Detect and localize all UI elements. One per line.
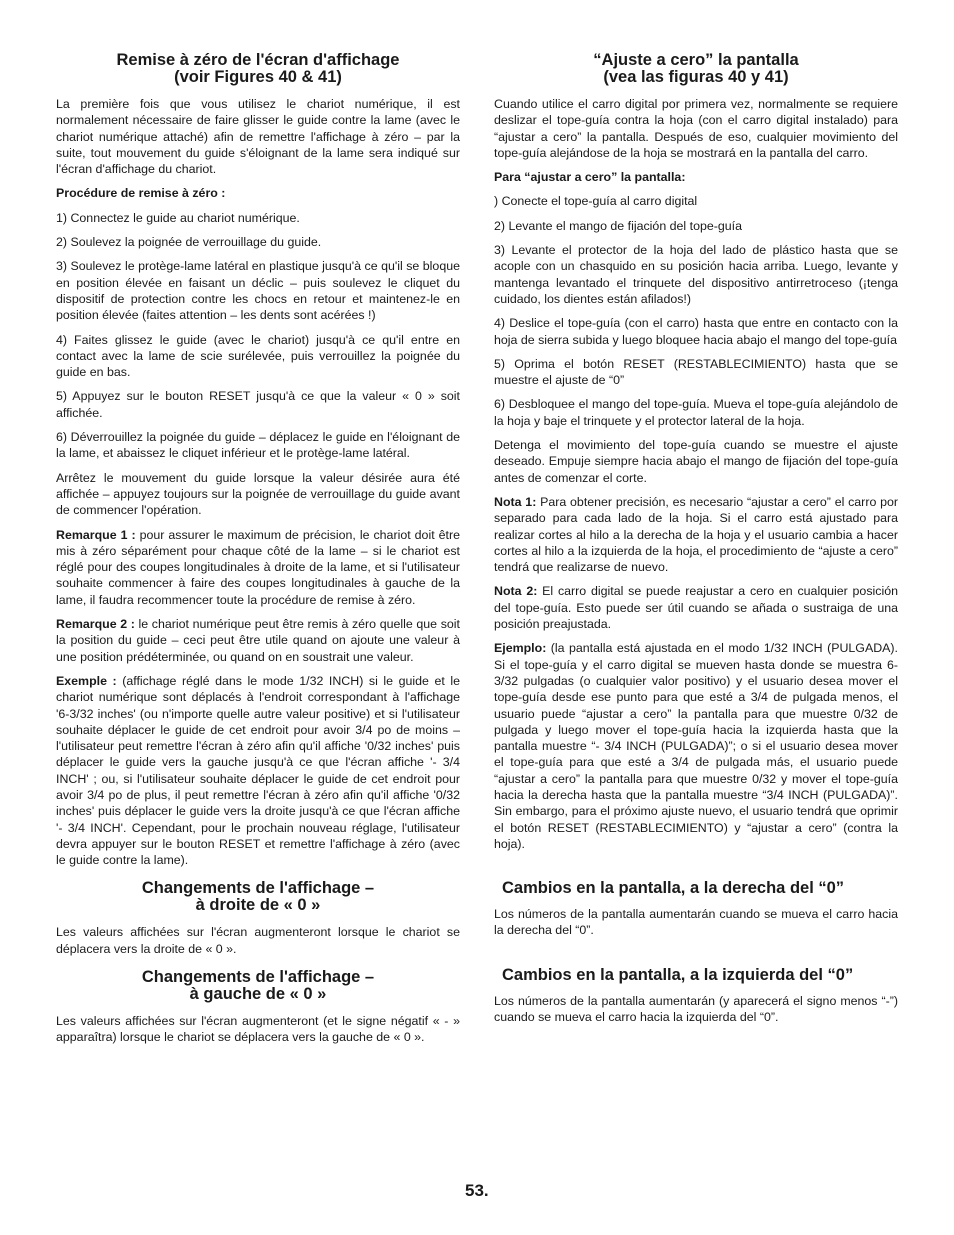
fr-intro-paragraph: La première fois que vous utilisez le chariot numérique, il est normalement nécessaire de faire glisser le guide contre la lame (avec le chariot numérique attaché) afin de remettre l'affichage à zéro – par la suite, tout mouvement du guide s'éloignant de la lame sera indiqué sur l'écran d'affichage du chariot. bbox=[56, 97, 460, 177]
es-note-1-label: Nota 1: bbox=[494, 494, 537, 509]
fr-remark-1-text: pour assurer le maximum de précision, le chariot doit être mis à zéro séparément pour chaque côté de la lame – si le chariot est réglé pour des coupes longitudinales à droite de la lame, et si l'utilisateur souhaite commencer à faire des coupes longitudinales à gauche de la lame, il faudra recommencer toute la procédure de remise à zéro. bbox=[56, 527, 460, 607]
es-note-2-text: El carro digital se puede reajustar a cero en cualquier posición del tope-guía. Esto puede ser útil cuando se añada o sustraiga de una posición preajustada. bbox=[494, 584, 898, 632]
es-left-changes-heading: Cambios en la pantalla, a la izquierda del “0” bbox=[502, 965, 854, 984]
es-step-5: 5) Oprima el botón RESET (RESTABLECIMIENTO) hasta que se muestre el ajuste de “0” bbox=[494, 356, 898, 388]
es-reset-heading bbox=[494, 52, 898, 86]
fr-remark-2-label: Remarque 2 : bbox=[56, 617, 135, 632]
fr-remark-2-text: le chariot numérique peut être remis à zéro quelle que soit la position du guide – ceci peut être utile quand on ajoute une valeur à une position prédéterminée, ou quand on en soustrait une valeur. bbox=[56, 617, 460, 664]
es-right-changes-text: Los números de la pantalla aumentarán cuando se mueva el carro hacia la derecha del “0”. bbox=[494, 907, 898, 938]
es-example-label: Ejemplo: bbox=[494, 641, 547, 656]
es-stop-paragraph: Detenga el movimiento del tope-guía cuando se muestre el ajuste deseado. Empuje siempre hacia abajo el mango de fijación del tope-guía antes de comenzar el corte. bbox=[494, 438, 898, 485]
fr-remark-1 bbox=[56, 527, 460, 608]
page-number: 53. bbox=[465, 1181, 489, 1200]
fr-example-text: (affichage réglé dans le mode 1/32 INCH) si le guide et le chariot numérique sont déplacés à l'endroit correspondant à l'affichage '6-3/32 inches' (ou n'importe quelle autre valeur positive) et si l'utilisateur souhaite déplacer le guide de cet endroit pour avoir 3/4 po de moins – l'utilisateur peut remettre l'écran à zéro afin qu'il affiche '0/32 inches' puis déplacer le guide vers la gauche jusqu'à ce que l'écran affiche '- 3/4 INCH' ; ou, si l'utilisateur souhaite déplacer le guide de cet endroit pour avoir 3/4 po de plus, il peut remettre l'écran à zéro afin qu'il affiche '0/32 inches' puis déplacer le guide vers la droite jusqu'à ce que l'écran affiche '- 3/4 INCH'. Cependant, pour le prochain nouveau réglage, l'utilisateur devra appuyer sur le bouton RESET et remettre l'affichage à zéro (avec le guide contre la lame). bbox=[56, 673, 460, 868]
fr-left-heading-line2: à gauche de « 0 » bbox=[189, 985, 327, 1004]
fr-step-1: 1) Connectez le guide au chariot numérique. bbox=[56, 210, 300, 225]
es-step-6: 6) Desbloquee el mango del tope-guía. Mueva el tope-guía alejándolo de la hoja y baje el trinquete y el protector lateral de la hoja. bbox=[494, 397, 898, 428]
fr-step-6: 6) Déverrouillez la poignée du guide – déplacez le guide en l'éloignant de la lame, et abaissez le cliquet inférieur et le protège-lame latéral. bbox=[56, 430, 460, 461]
fr-step-5: 5) Appuyez sur le bouton RESET jusqu'à ce que la valeur « 0 » soit affichée. bbox=[56, 389, 460, 420]
fr-left-changes-heading bbox=[56, 969, 460, 1003]
french-column bbox=[56, 52, 460, 1054]
fr-reset-heading bbox=[56, 52, 460, 86]
es-note-2 bbox=[494, 583, 898, 632]
es-note-1-text: Para obtener precisión, es necesario “ajustar a cero” el carro por separado para cada lado de la hoja. Si el carro está ajustado para realizar cortes al hilo a la derecha de la hoja y el usuario cambia a hacer cortes al hilo a la izquierda de la hoja, el procedimiento de “ajuste a cero” tendrá que realizarse de nuevo. bbox=[494, 494, 899, 575]
fr-right-changes-heading bbox=[56, 880, 460, 914]
es-example-text: (la pantalla está ajustada en el modo 1/32 INCH (PULGADA). Si el tope-guía y el carro digital se mueven hasta donde se muestra 6-3/32 pulgadas (o cualquier valor positivo) y el usuario desea mover el tope-guía desde ese punto para que esté a 3/4 de pulgada menos, el usuario puede “ajustar a cero” la pantalla para que muestre 0/32 de pulgada y luego mover el tope-guía hacia la izquierda hasta que la pantalla muestre “- 3/4 INCH (PULGADA)”; o si el usuario desea mover el tope-guía para que esté a 3/4 de pulgada más, el usuario puede “ajustar a cero” la pantalla para que muestre 0/32 y mover el tope-guía hacia la derecha hasta que la pantalla muestre “3/4 INCH (PULGADA)”. Sin embargo, para el próximo ajuste nuevo, el usuario tendrá que oprimir el botón RESET (RESTABLECIMIENTO) y “ajustar a cero” (contra la hoja). bbox=[494, 641, 898, 851]
spanish-column bbox=[494, 52, 898, 1033]
es-step-2: 2) Levante el mango de fijación del tope-guía bbox=[494, 218, 742, 233]
fr-left-changes-text: Les valeurs affichées sur l'écran augmenteront (et le signe négatif « - » apparaîtra) lorsque le chariot se déplacera vers la gauche de « 0 ». bbox=[56, 1014, 460, 1045]
es-right-changes-heading: Cambios en la pantalla, a la derecha del “0” bbox=[502, 879, 845, 898]
fr-procedure-label: Procédure de remise à zéro : bbox=[56, 186, 226, 201]
fr-example bbox=[56, 673, 460, 869]
fr-remark-2 bbox=[56, 616, 460, 665]
es-left-changes-text: Los números de la pantalla aumentarán (y aparecerá el signo menos “-”) cuando se mueva el carro hacia la izquierda del “0”. bbox=[494, 993, 898, 1025]
fr-right-heading-line2: à droite de « 0 » bbox=[195, 896, 321, 915]
fr-reset-heading-line2: (voir Figures 40 & 41) bbox=[174, 68, 342, 86]
es-step-4: 4) Deslice el tope-guía (con el carro) hasta que entre en contacto con la hoja de sierra subida y luego bloquee hacia abajo el mango del tope-guía bbox=[494, 316, 898, 347]
fr-step-3: 3) Soulevez le protège-lame latéral en plastique jusqu'à ce qu'il se bloque en position élevée en faisant un déclic – puis soulevez le cliquet du dispositif de protection contre les chocs en retour et maintenez-le en position élevée (faites attention – les dents sont acérées !) bbox=[56, 259, 460, 323]
fr-example-label: Exemple : bbox=[56, 673, 117, 688]
es-procedure-label: Para “ajustar a cero” la pantalla: bbox=[494, 170, 686, 185]
es-example bbox=[494, 640, 898, 852]
es-note-2-label: Nota 2: bbox=[494, 584, 538, 599]
es-note-1 bbox=[494, 494, 898, 575]
fr-right-heading-line1: Changements de l'affichage – bbox=[141, 879, 375, 898]
es-reset-heading-line2: (vea las figuras 40 y 41) bbox=[603, 68, 789, 86]
fr-step-4: 4) Faites glissez le guide (avec le chariot) jusqu'à ce qu'il entre en contact avec la lame de scie surélevée, puis verrouillez la poignée du guide en bas. bbox=[56, 332, 460, 380]
es-step-3: 3) Levante el protector de la hoja del lado de plástico hasta que se acople con un chasquido en su posición hacia arriba. Luego, levante y mantenga levantado el trinquete del dispositivo antirretroceso (¡tenga cuidado, los dientes están afilados!) bbox=[494, 243, 898, 306]
fr-right-changes-text: Les valeurs affichées sur l'écran augmenteront lorsque le chariot se déplacera vers la droite de « 0 ». bbox=[56, 925, 460, 956]
fr-reset-heading-line1: Remise à zéro de l'écran d'affichage bbox=[116, 51, 400, 69]
fr-remark-1-label: Remarque 1 : bbox=[56, 527, 136, 542]
fr-stop-paragraph: Arrêtez le mouvement du guide lorsque la valeur désirée aura été affichée – appuyez toujours sur la poignée de verrouillage du guide avant de commencer l'opération. bbox=[56, 470, 460, 518]
fr-left-heading-line1: Changements de l'affichage – bbox=[141, 968, 375, 987]
es-reset-heading-line1: “Ajuste a cero” la pantalla bbox=[593, 51, 799, 69]
es-step-1: ) Conecte el tope-guía al carro digital bbox=[494, 194, 698, 209]
fr-step-2: 2) Soulevez la poignée de verrouillage du guide. bbox=[56, 235, 322, 250]
es-intro-paragraph: Cuando utilice el carro digital por primera vez, normalmente se requiere deslizar el tope-guía contra la hoja (con el carro digital instalado) para “ajustar a cero” la pantalla. Después de eso, cualquier movimiento del tope-guía alejándose de la hoja se mostrará en la pantalla del carro. bbox=[494, 97, 898, 160]
